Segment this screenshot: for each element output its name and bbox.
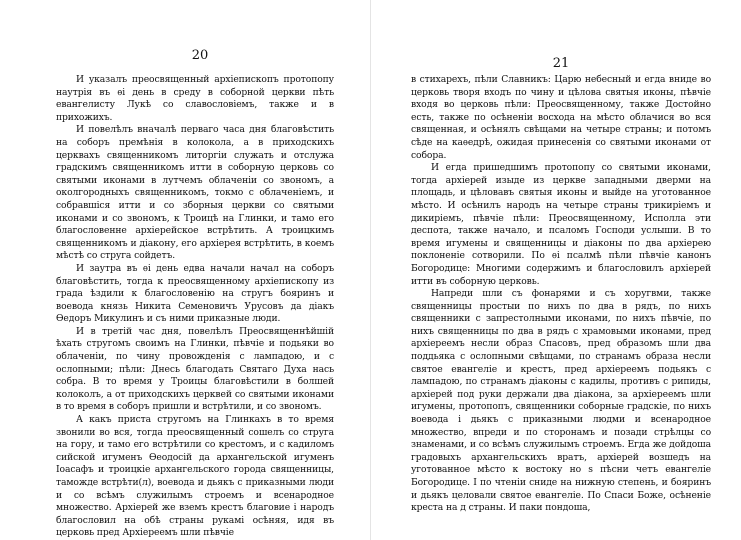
right-page: [371, 0, 741, 540]
page-number-left: 20: [191, 48, 209, 63]
page-number-right: 21: [552, 56, 570, 71]
paragraph: И повелѣлъ вначалѣ перваго часа дня благовѣстить на соборъ премѣнія в колокола, а в приходскихъ церквахъ священникомъ литоргіи служать и отслужа градскимъ священникомъ итти в соборную церковь со святыми иконами в лутчемъ облаченіи со звономъ, а околгородныхъ священникомъ, токмо с облаченіемъ, и собравшіся итти и со зборныя церкви со святыми иконами и со звономъ, к Троицѣ на Глинки, и тамо его благословенне архіерейское встрѣтить. А троицкимъ священникомъ и діакону, его архіерея встрѣтить, в коемъ мѣстѣ со струга сойдетъ.: [56, 124, 334, 262]
paragraph: И заутра въ ѳі день едва начали начал на соборъ благовѣстить, тогда к преосвященному архіепископу из града ѣздили к благословенію на стругъ бояринъ и воевода князь Никита Семеновичъ Урусовъ да діакъ Ѳедоръ Микулинъ и съ ними приказные люди.: [56, 262, 334, 325]
paragraph: А какъ приста стругомъ на Глинкахъ в то время звонили во вся, тогда преосвященный сошелъ со струга на гору, и тамо его встрѣтили со крестомъ, и с кадиломъ сийской игуменъ Ѳеодосій да архангельской игуменъ Іоасафъ и троицкіе архангельского города священницы, таможде встрѣти(л), воевода и дьякъ с приказными люди и со всѣмъ служилымъ строемъ и всенародное множество. Архіерей же вземъ крестъ благовие і народъ благословил на обѣ страны рукамі осѣняя, идя въ церковь пред Архіереемъ шли пѣвчіе: [56, 414, 334, 539]
paragraph: в стихарехъ, пѣли Славникъ: Царю небесный и егда вниде во церковь творя входъ по чину и цѣлова святыя иконы, пѣвчіе входя во церковь пѣли: Преосвященному, также Достойно есть, также по осѣненіи восхода на мѣсто облачися во вся священная, и осѣнялъ свѣщами на четыре страны; и потомъ сѣде на каѳедрѣ, ожидая принесенія со святыми иконами от собора.: [411, 74, 711, 161]
paragraph: И указалъ преосвященный архіепископъ протопопу наутрія въ ѳі день в среду в соборной церкви пѣть евангелисту Лукѣ со славословіемъ, также и в прихожихъ.: [56, 74, 334, 123]
paragraph: И егда пришедшимъ протопопу со святыми иконами, тогда архіерей изыде из церкве западными дверми на площадь, и цѣловавъ святыя иконы и выйде на уготованное мѣсто. И осѣнилъ народъ на четыре страны трикиріемъ и дикиріемъ, пѣвчіе пѣли: Преосвященному, Исполла эти деспота, также начало, и псаломъ Господи услыши. В то время игумены и священницы и діаконы по два архіерею поклоненіе сотворили. По ѳі псалмѣ пѣли пѣвчіе канонъ Богородице: Многими содержимъ и благословилъ архіерей итти въ соборную церковь.: [411, 162, 711, 287]
paragraph: И в третій час дня, повелѣлъ Преосвященнѣйшій ѣхать стругомъ своимъ на Глинки, пѣвчіе и подьяки во облаченіи, по чину провожденія с лампадою, и с ослопными; пѣли: Днесь благодать Святаго Духа нась собра. В то время у Троицы благовѣстили в болшей колоколъ, а от приходскихъ церквей со святыми иконами в то время в соборъ пришли и встрѣтили, и со звономъ.: [56, 325, 334, 413]
paragraph: Напреди шли съ фонарями и съ хоругвми, также священницы простыи по нихъ по два в рядъ, по нихъ священники с запрестолными иконами, по нихъ пѣвчіе, по нихъ священницы по два в рядъ с храмовыми иконами, пред архіереемъ несли образ Спасовъ, пред образомъ шли два поддьяка с ослопными свѣщами, по странамъ образа несли святое евангеліе и крестъ, пред архіереемъ подьякъ с лампадою, по странамъ діаконы с кадилы, противъ с рипиды, архіерей под руки держали два діакона, за архіереемъ шли игумены, протопопъ, священники соборные градскіе, по нихъ воевода і дьякъ с приказными людми и всенародное множество, впреди и по сторонамъ и позади стрѣлцы со знаменами, и со всѣмъ служилымъ строемъ. Егда же дойдоша градовыхъ архангельскихъ вратъ, архіерей возшедъ на уготованное мѣсто к востоку но ѕ пѣсни четъ евангеліе Богородице. І по чтеніи сниде на нижную степень, и бояринъ и дьякъ целовали святое евангеліе. По Спаси Боже, осѣненіе креста на д страны. И паки пондоша,: [411, 288, 711, 514]
left-page: [0, 0, 370, 540]
